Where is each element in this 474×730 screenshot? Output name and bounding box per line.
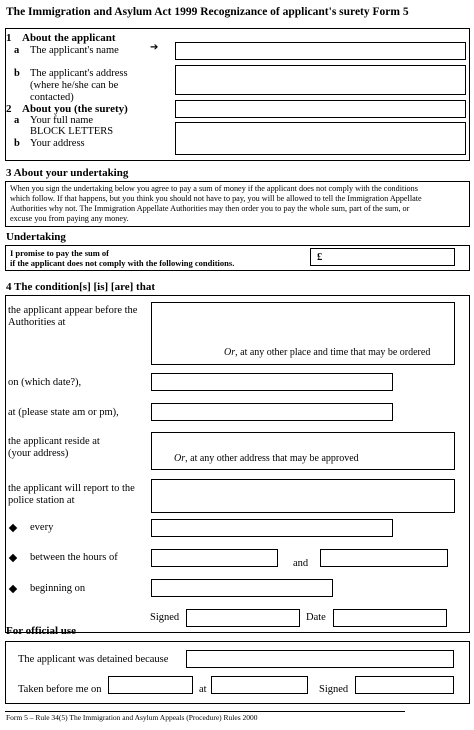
section2-a-letter: a [14, 115, 20, 126]
undertaking-info-line1: When you sign the undertaking below you agree to pay a sum of money if the applicant does not comply with the conditions [10, 184, 418, 193]
section2-b-letter: b [14, 138, 20, 149]
taken-date-field[interactable] [108, 676, 193, 694]
applicant-name-field[interactable] [175, 42, 466, 60]
sum-field[interactable] [310, 248, 455, 266]
surety-name-label: Your full name [30, 115, 94, 126]
official-signature-field[interactable] [355, 676, 454, 694]
footer-text: Form 5 – Rule 34(5) The Immigration and Asylum Appeals (Procedure) Rules 2000 [6, 713, 258, 722]
surety-name-field[interactable] [175, 100, 466, 118]
every-field[interactable] [151, 519, 393, 537]
every-label: every [30, 522, 54, 533]
detained-reason-field[interactable] [186, 650, 454, 668]
date-label: on (which date?), [8, 377, 82, 388]
report-label-2: police station at [8, 495, 75, 506]
beginning-on-label: beginning on [30, 583, 86, 594]
hours-to-field[interactable] [320, 549, 448, 567]
undertaking-info-line4: excuse you from paying any money. [10, 214, 129, 223]
surety-signature-field[interactable] [186, 609, 300, 627]
undertaking-info-line2: which follow. If that happens, but you think you should not have to pay, you will be allowed to tell the Immigration Appellate [10, 194, 422, 203]
and-label: and [293, 558, 309, 569]
reside-label: the applicant reside at [8, 436, 100, 447]
between-hours-label: between the hours of [30, 552, 118, 563]
section1-b-letter: b [14, 68, 20, 79]
reside-field[interactable] [151, 432, 455, 470]
reside-label-2: (your address) [8, 448, 69, 459]
taken-before-label: Taken before me on [18, 684, 102, 695]
section3-heading: 3 About your undertaking [6, 167, 129, 179]
surety-signed-label: Signed [150, 612, 180, 623]
or-address-note: Or, at any other address that may be approved [174, 453, 359, 464]
undertaking-heading: Undertaking [6, 231, 66, 243]
section1-number: 1 [6, 32, 12, 44]
official-use-heading: For official use [6, 625, 77, 637]
appear-label: the applicant appear before the [8, 305, 138, 316]
applicant-address-label-3: contacted) [30, 92, 74, 103]
surety-address-field[interactable] [175, 122, 466, 155]
form-title: The Immigration and Asylum Act 1999 Recognizance of applicant's surety Form 5 [6, 6, 409, 18]
surety-address-label: Your address [30, 138, 85, 149]
section1-a-letter: a [14, 45, 20, 56]
date-field[interactable] [151, 373, 393, 391]
applicant-address-field[interactable] [175, 65, 466, 95]
applicant-address-label-2: (where he/she can be [30, 80, 119, 91]
pound-sign: £ [317, 252, 323, 263]
promise-line2: if the applicant does not comply with the following conditions. [10, 258, 235, 268]
section1-heading: About the applicant [22, 32, 116, 44]
time-label: at (please state am or pm), [8, 407, 119, 418]
or-place-note: Or, at any other place and time that may be ordered [224, 347, 431, 358]
taken-at-label: at [199, 684, 207, 695]
section2-number: 2 [6, 103, 12, 115]
taken-at-field[interactable] [211, 676, 308, 694]
hours-from-field[interactable] [151, 549, 278, 567]
footer-rule [5, 711, 405, 712]
surety-date-field[interactable] [333, 609, 447, 627]
section4-heading: 4 The condition[s] [is] [are] that [6, 281, 156, 293]
detained-label: The applicant was detained because [18, 654, 169, 665]
time-field[interactable] [151, 403, 393, 421]
report-label: the applicant will report to the [8, 483, 135, 494]
appear-field[interactable] [151, 302, 455, 365]
section2-heading: About you (the surety) [22, 103, 128, 115]
promise-line1: I promise to pay the sum of [10, 248, 110, 258]
appear-label-2: Authorities at [8, 317, 66, 328]
surety-name-label-2: BLOCK LETTERS [30, 126, 114, 137]
applicant-name-label: The applicant's name [30, 45, 119, 56]
arrow-right-icon: ➔ [150, 42, 159, 53]
police-station-field[interactable] [151, 479, 455, 513]
beginning-on-field[interactable] [151, 579, 333, 597]
surety-date-label: Date [306, 612, 326, 623]
applicant-address-label: The applicant's address [30, 68, 128, 79]
official-signed-label: Signed [319, 684, 349, 695]
undertaking-info-line3: Authorities why not. The Immigration Appellate Authorities may then order you to pay the whole sum, part of the sum, or [10, 204, 410, 213]
